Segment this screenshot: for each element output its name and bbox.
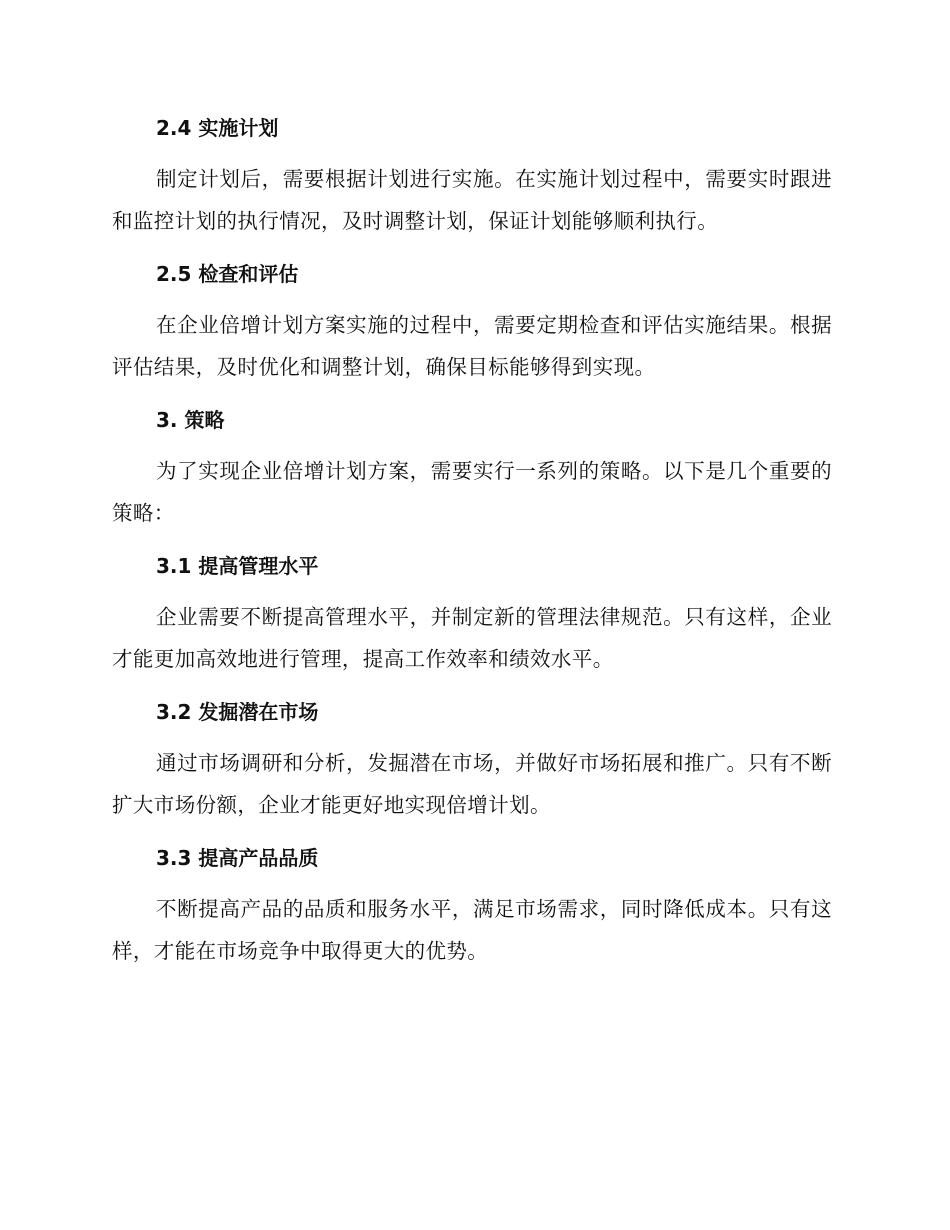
section-paragraph-3-3: 不断提高产品的品质和服务水平，满足市场需求，同时降低成本。只有这样，才能在市场竞争中取得更大的优势。: [112, 897, 832, 963]
section-heading-3-1: 3.1 提高管理水平: [156, 554, 319, 578]
section-heading-3-2: 3.2 发掘潜在市场: [156, 700, 319, 724]
section-paragraph-3-2: 通过市场调研和分析，发掘潜在市场，并做好市场拓展和推广。只有不断扩大市场份额，企业才能更好地实现倍增计划。: [112, 751, 832, 817]
section-paragraph-3-1: 企业需要不断提高管理水平，并制定新的管理法律规范。只有这样，企业才能更加高效地进行管理，提高工作效率和绩效水平。: [112, 605, 832, 671]
section-paragraph-2-4: 制定计划后，需要根据计划进行实施。在实施计划过程中，需要实时跟进和监控计划的执行情况，及时调整计划，保证计划能够顺利执行。: [112, 167, 832, 233]
section-heading-3-3: 3.3 提高产品品质: [156, 846, 319, 870]
document-content: [112, 108, 832, 984]
section-paragraph-3: 为了实现企业倍增计划方案，需要实行一系列的策略。以下是几个重要的策略：: [112, 459, 832, 525]
section-heading-2-5: 2.5 检查和评估: [156, 262, 299, 286]
section-heading-2-4: 2.4 实施计划: [156, 116, 279, 140]
section-heading-3: 3. 策略: [156, 408, 225, 432]
section-paragraph-2-5: 在企业倍增计划方案实施的过程中，需要定期检查和评估实施结果。根据评估结果，及时优化和调整计划，确保目标能够得到实现。: [112, 313, 832, 379]
